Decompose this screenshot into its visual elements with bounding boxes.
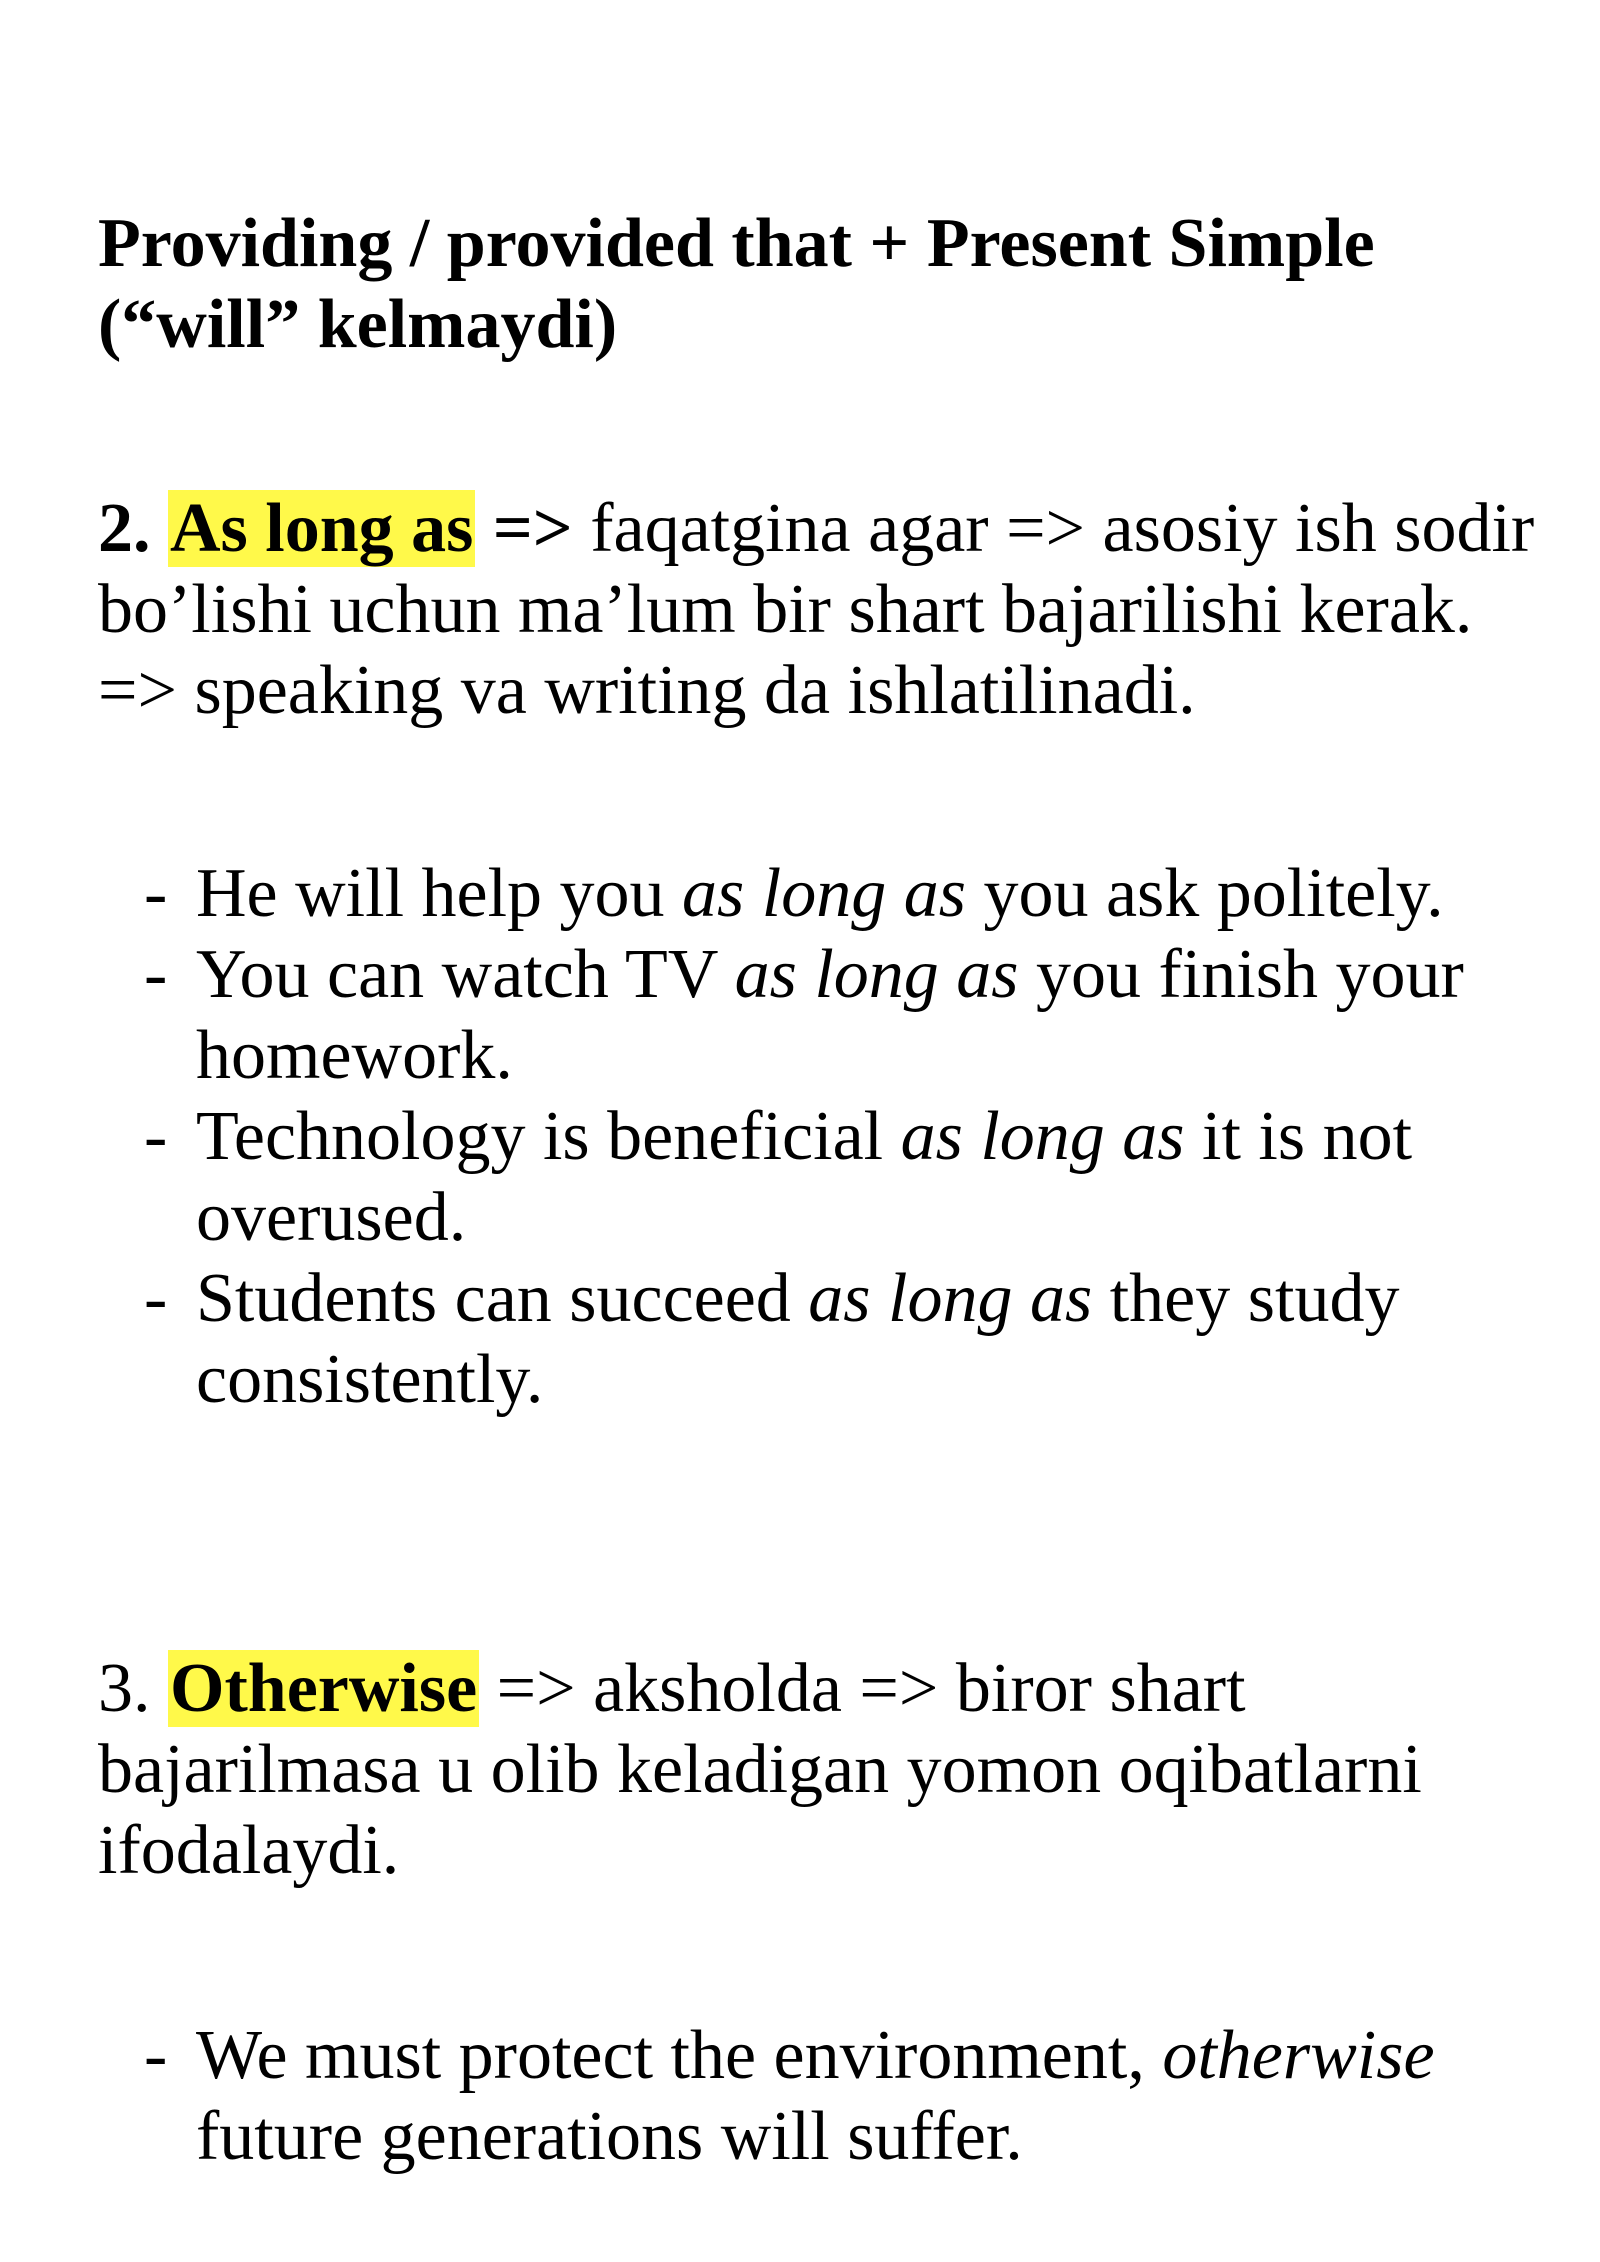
example-text: We must protect the environment, <box>196 2017 1163 2094</box>
heading-line-1: Providing / provided that + Present Simple <box>98 205 1375 282</box>
heading-line-2: (“will” kelmaydi) <box>98 286 618 363</box>
arrow: => <box>475 490 591 567</box>
example-list-as-long-as <box>144 853 1564 1420</box>
page-heading <box>98 203 1538 365</box>
list-item <box>144 1096 1564 1258</box>
bullet-dash: - <box>144 936 168 1013</box>
section-otherwise <box>98 1648 1538 1891</box>
list-item <box>144 853 1564 934</box>
section-as-long-as <box>98 488 1538 731</box>
list-item <box>144 1258 1564 1420</box>
example-text: Technology is beneficial <box>196 1098 901 1175</box>
bullet-dash: - <box>144 1260 168 1337</box>
example-text: You can watch TV <box>196 936 735 1013</box>
section-number: 2. <box>98 490 151 567</box>
section-description: faqatgina agar => asosiy ish sodir bo’lishi uchun ma’lum bir shart bajarilishi kerak. => speaking va writing da ishlatilinadi. <box>98 490 1535 729</box>
list-item <box>144 934 1564 1096</box>
example-phrase: as long as <box>734 936 1019 1013</box>
bullet-dash: - <box>144 2017 168 2094</box>
bullet-dash: - <box>144 855 168 932</box>
example-phrase: as long as <box>900 1098 1185 1175</box>
example-text: they study consistently. <box>196 1260 1400 1418</box>
example-phrase: otherwise <box>1162 2017 1435 2094</box>
example-list-otherwise <box>144 2015 1564 2177</box>
example-text: He will help you <box>196 855 683 932</box>
example-phrase: as long as <box>808 1260 1093 1337</box>
example-phrase: as long as <box>682 855 966 932</box>
highlighted-term: As long as <box>170 490 474 567</box>
section-number: 3. <box>98 1650 151 1727</box>
example-text: you finish your homework. <box>196 936 1464 1094</box>
example-text: you ask politely. <box>965 855 1444 932</box>
list-item <box>144 2015 1564 2177</box>
section-description: => aksholda => biror shart bajarilmasa u olib keladigan yomon oqibatlarni ifodalaydi. <box>98 1650 1422 1889</box>
bullet-dash: - <box>144 1098 168 1175</box>
highlighted-term: Otherwise <box>170 1650 478 1727</box>
example-text: future generations will suffer. <box>196 2098 1023 2175</box>
example-text: Students can succeed <box>196 1260 809 1337</box>
example-text: it is not overused. <box>196 1098 1413 1256</box>
